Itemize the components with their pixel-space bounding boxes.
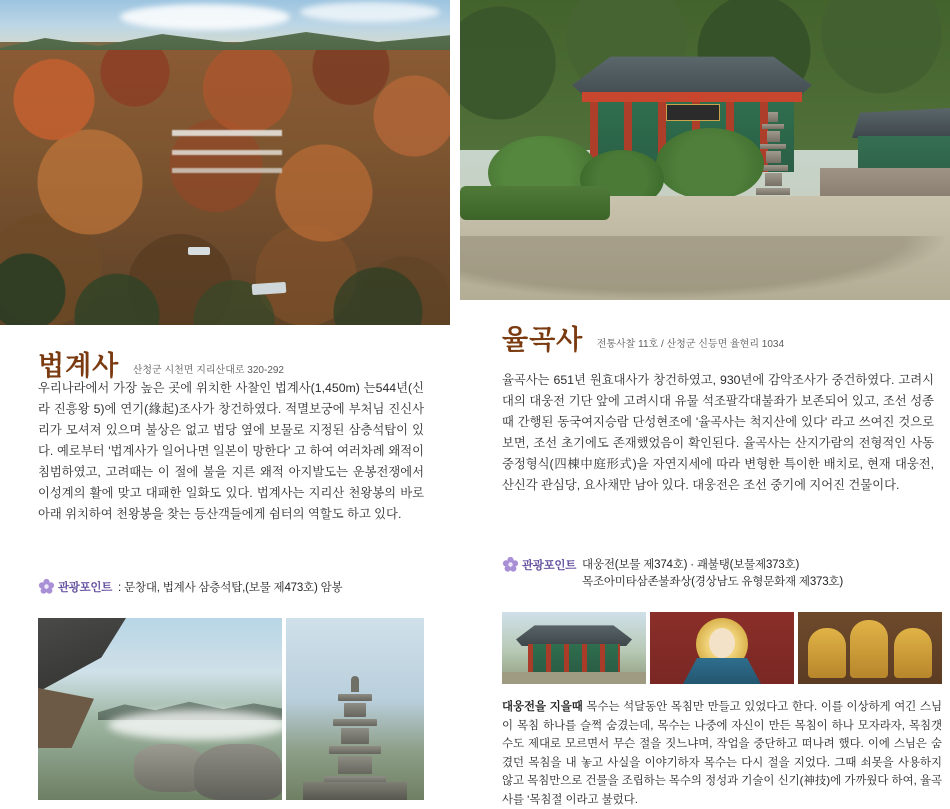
tourism-point-label: 관광포인트 — [58, 581, 113, 594]
right-thumbnail-1 — [502, 612, 646, 684]
hall-roof — [516, 624, 632, 646]
ground — [502, 672, 646, 684]
right-body-text: 율곡사는 651년 원효대사가 창건하였고, 930년에 감악조사가 중건하였다. 고려시대의 대웅전 기단 앞에 고려시대 유물 석조팔각대불좌가 보존되어 있고, 조선 성종때 간행된 동국여지승람 단성현조에 '율곡사는 척지산에 있다' 라고 쓰여진 것으로 보면, 조선 초기에도 존재했었음이 확인된다. 율곡사는 산지가람의 전형적인 사동중정형식(四棟中庭形式)을 자연지세에 따라 변형한 특이한 배치로, 현재 대웅전, 산신각 관심당, 요사채만 남아 있다. 대웅전은 조선 중기에 지어진 건물이다. — [502, 373, 934, 492]
pagoda-level — [765, 173, 782, 186]
left-thumbnail-1 — [38, 618, 282, 800]
caption-title: 대웅전을 지을때 — [502, 701, 583, 713]
side-building-roof — [852, 108, 950, 138]
tourism-point-badge — [38, 578, 112, 595]
hall-columns — [528, 644, 620, 674]
pagoda-level — [766, 151, 781, 163]
buddha-face — [709, 628, 735, 658]
tourism-point-lines — [582, 556, 843, 591]
hall-roof-band — [582, 92, 802, 102]
pagoda-level — [341, 728, 369, 744]
pagoda-level — [756, 188, 790, 195]
pagoda-level — [338, 694, 372, 701]
building-roof — [252, 282, 287, 295]
buddha-statue — [894, 628, 932, 678]
tourism-point-line: 대웅전(보물 제374호) · 괘불탱(보물제373호) — [582, 559, 800, 571]
tourism-point-badge — [502, 556, 576, 573]
buddha-robe — [683, 658, 761, 684]
pagoda-level — [333, 719, 377, 726]
cloud-shape — [120, 4, 290, 30]
caption-body: 목수는 석달동안 목침만 만들고 있었다고 한다. 이를 이상하게 여긴 스님이 목침 하나를 슬쩍 숨겼는데, 목수는 나중에 자신이 만든 목침이 하나 모자라자, 목침갯수도 제대로 모르면서 무슨 절을 짓느냐며, 작업을 중단하고 떠나려 했다. 이에 스님은 숨겼던 목침을 내 놓고 사실을 이야기하자 목수는 다시 절을 지었다. 그때 쇠못을 사용하지 않고 목침만으로 건물을 조립하는 목수의 정성과 기술이 신기(神技)에 가까웠다 하여, 율곡사를 '목침절 이라고 불렀다. — [502, 701, 942, 806]
right-title-block — [502, 318, 942, 357]
right-thumbnail-3 — [798, 612, 942, 684]
pagoda-level — [760, 144, 786, 149]
buddha-statue — [808, 628, 846, 678]
page-title-left: 법계사 — [38, 351, 120, 381]
pagoda-level — [768, 112, 778, 122]
left-thumbnail-2 — [286, 618, 424, 800]
pagoda-level — [762, 124, 784, 129]
pagoda-base — [303, 782, 407, 800]
pagoda-level — [767, 131, 780, 142]
buddha-statue — [850, 620, 888, 678]
hedge — [460, 186, 610, 220]
rock — [194, 744, 282, 800]
sea-of-clouds — [108, 710, 282, 740]
left-body-text: 우리나라에서 가장 높은 곳에 위치한 사찰인 법계사(1,450m) 는544년(신라 진흥왕 5)에 연기(緣起)조사가 창건하였다. 적멸보궁에 부처님 진신사리가 모셔져 있으며 불상은 없고 법당 옆에 보물로 지정된 삼층석탑이 있다. 예로부터 '법계사가 일어나면 일본이 망한다' 고 하여 여러차례 왜적이 침범하였고, 고려때는 이 절에 불을 지른 왜적 아지발도는 운봉전쟁에서 이성계의 활에 맞고 대패한 일화도 있다. 법계사는 지리산 천왕봉의 바로 아래 위치하여 천왕봉을 찾는 등산객들에게 쉼터의 역할도 하고 있다. — [38, 381, 424, 521]
right-hero-image — [460, 0, 950, 300]
flower-icon — [38, 578, 55, 595]
tourism-point-text: : 문창대, 법계사 삼층석탑,(보물 제473호) 암봉 — [118, 581, 343, 594]
right-thumbnail-row — [502, 612, 942, 684]
flower-icon — [502, 556, 519, 573]
left-column — [0, 0, 455, 800]
pagoda-level — [344, 703, 366, 717]
building-roof — [188, 247, 210, 255]
ground-shadow — [460, 236, 950, 300]
page-title-right: 율곡사 — [502, 325, 584, 355]
temple-eave — [38, 688, 94, 748]
shrub — [656, 128, 764, 200]
right-thumbnail-2 — [650, 612, 794, 684]
left-thumbnail-row — [38, 618, 424, 800]
right-tourism-point — [502, 556, 942, 591]
right-caption — [502, 698, 942, 809]
tourism-point-line: 목조아미타삼존불좌상(경상남도 유형문화재 제373호) — [582, 576, 843, 588]
pagoda-level — [329, 746, 381, 754]
temple-buildings — [172, 120, 282, 182]
page-subtitle-left: 산청군 시천면 지리산대로 320-292 — [132, 365, 284, 376]
foreground-trees — [0, 215, 450, 325]
right-column — [460, 0, 950, 806]
page-subtitle-right: 전통사찰 11호 / 산청군 신등면 율현리 1034 — [596, 339, 785, 350]
left-hero-image — [0, 0, 450, 325]
cloud-shape — [300, 2, 440, 22]
stone-pagoda — [324, 676, 386, 786]
pagoda-finial — [351, 676, 359, 692]
pagoda-level — [338, 756, 372, 774]
tourism-point-label: 관광포인트 — [522, 559, 577, 572]
hall-nameplate — [666, 104, 720, 121]
left-tourism-point — [38, 578, 438, 595]
